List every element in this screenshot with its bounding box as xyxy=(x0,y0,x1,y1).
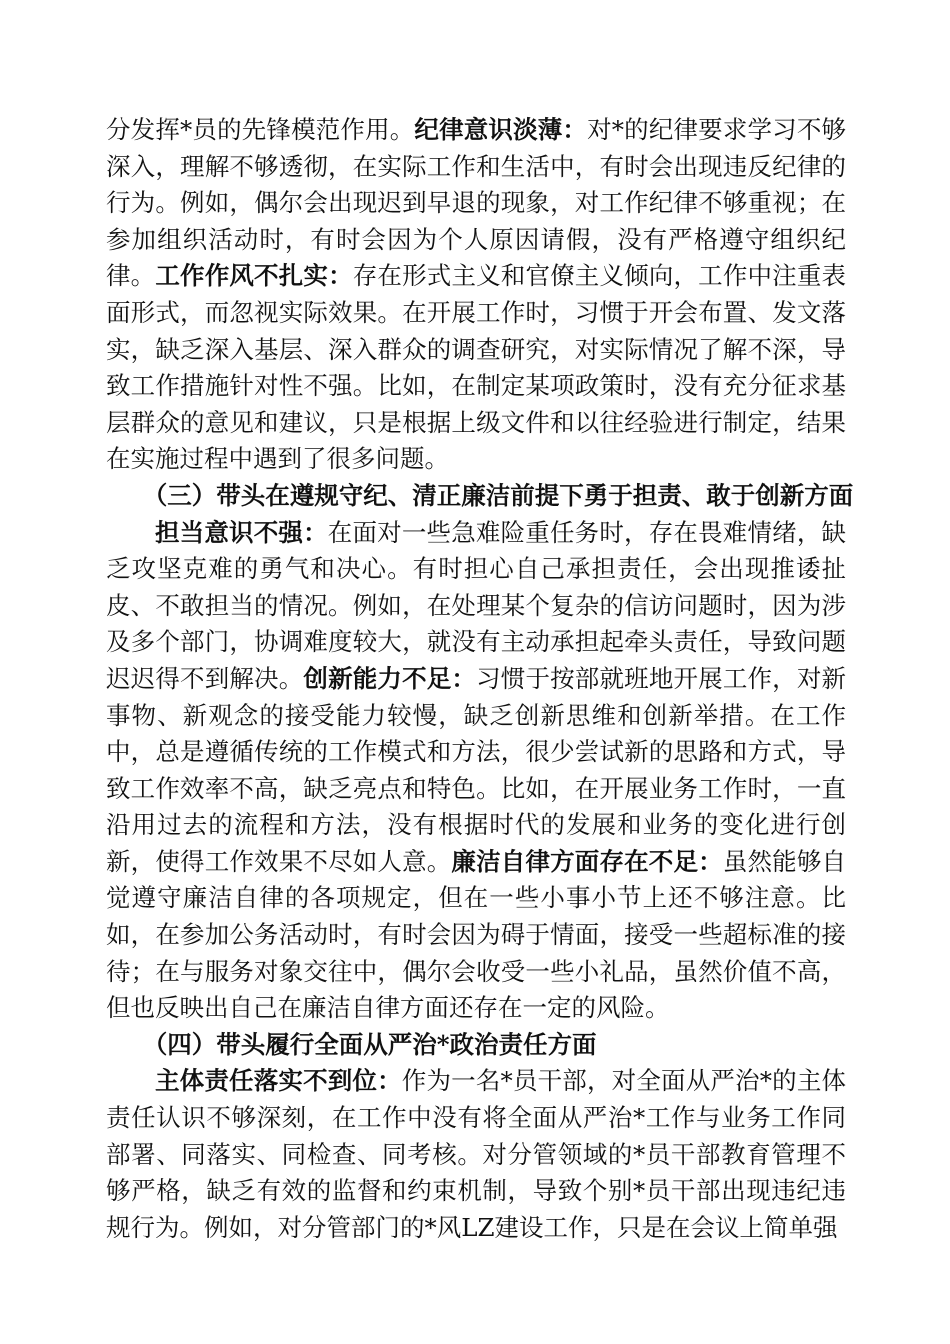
paragraph-discipline-style xyxy=(106,112,846,478)
paragraph-main-responsibility xyxy=(106,1063,846,1246)
bold-label-work-style: 工作作风不扎实： xyxy=(155,261,353,291)
bold-label-discipline: 纪律意识淡薄： xyxy=(414,115,588,144)
bold-label-responsibility: 担当意识不强： xyxy=(155,517,328,547)
paragraph-text: 对*的纪律要求学习不够深入，理解不够透彻，在实际工作和生活中，有时会出现违反纪律的行为。例如，偶尔会出现迟到早退的现象，对工作纪律不够重视；在参加组织活动时，有时会因为个人原因请假，没有严格遵守组织纪律。 xyxy=(106,115,847,291)
paragraph-text: 在面对一些急难险重任务时，存在畏难情绪，缺乏攻坚克难的勇气和决心。有时担心自己承担责任，会出现推诿扯皮、不敢担当的情况。例如，在处理某个复杂的信访问题时，因为涉及多个部门，协调难度较大，就没有主动承担起牵头责任，导致问题迟迟得不到解决。 xyxy=(106,517,846,693)
bold-label-main-responsibility: 主体责任落实不到位： xyxy=(155,1066,402,1096)
paragraph-text: 分发挥*员的先锋模范作用。 xyxy=(106,115,415,144)
paragraph-text: 习惯于按部就班地开展工作，对新事物、新观念的接受能力较慢，缺乏创新思维和创新举措。在工作中，总是遵循传统的工作模式和方法，很少尝试新的思路和方式，导致工作效率不高，缺乏亮点和特色。比如，在开展业务工作时，一直沿用过去的流程和方法，没有根据时代的发展和业务的变化进行创新，使得工作效果不尽如人意。 xyxy=(106,663,847,876)
paragraph-text: 虽然能够自觉遵守廉洁自律的各项规定，但在一些小事小节上还不够注意。比如，在参加公务活动时，有时会因为碍于情面，接受一些超标准的接待；在与服务对象交往中，偶尔会收受一些小礼品，虽然价值不高，但也反映出自己在廉洁自律方面还存在一定的风险。 xyxy=(106,846,847,1023)
bold-label-innovation: 创新能力不足： xyxy=(303,663,477,693)
section-heading-3: （三）带头在遵规守纪、清正廉洁前提下勇于担责、敢于创新方面 xyxy=(142,480,854,510)
paragraph-text: 作为一名*员干部，对全面从严治*的主体责任认识不够深刻，在工作中没有将全面从严治*工作与业务工作同部署、同落实、同检查、同考核。对分管领域的*员干部教育管理不够严格，缺乏有效的监督和约束机制，导致个别*员干部出现违纪违规行为。例如，对分管部门的*风LZ建设工作，只是在会议上简单强 xyxy=(106,1066,847,1242)
paragraph-text: 存在形式主义和官僚主义倾向，工作中注重表面形式，而忽视实际效果。在开展工作时，习惯于开会布置、发文落实，缺乏深入基层、深入群众的调查研究，对实际情况了解不深，导致工作措施针对性不强。比如，在制定某项政策时，没有充分征求基层群众的意见和建议，只是根据上级文件和以往经验进行制定，结果在实施过程中遇到了很多问题。 xyxy=(106,261,847,474)
bold-label-integrity: 廉洁自律方面存在不足： xyxy=(451,846,723,876)
section-heading-4: （四）带头履行全面从严治*政治责任方面 xyxy=(142,1029,597,1059)
paragraph-responsibility-innovation xyxy=(106,515,846,1027)
